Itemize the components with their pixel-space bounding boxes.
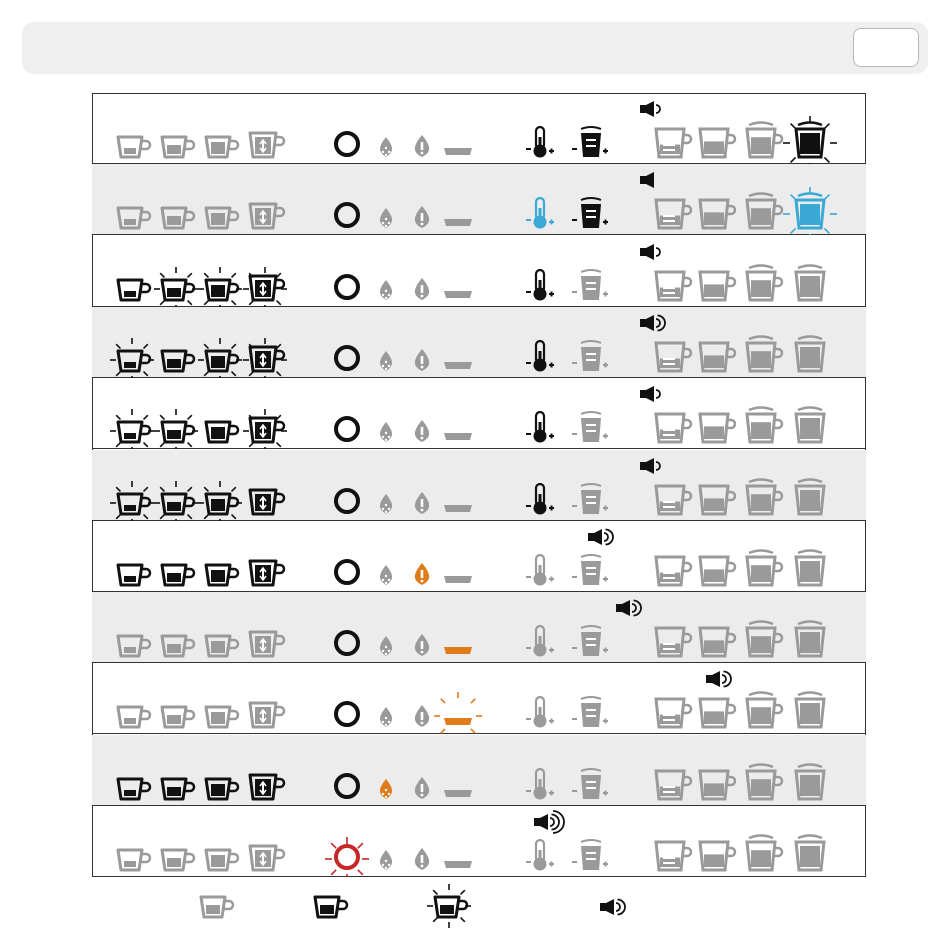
volume-level-3-icon (747, 836, 782, 871)
drip-tray-icon (444, 362, 472, 369)
volume-level-3-icon (747, 479, 782, 514)
espresso-cup-icon (118, 280, 150, 300)
volume-level-4-icon (796, 265, 824, 300)
row-icons (92, 663, 866, 734)
volume-level-4-icon (796, 550, 824, 585)
long-coffee-cup-icon (206, 850, 238, 870)
speaker-icon (640, 386, 660, 402)
volume-level-2-icon (700, 557, 735, 585)
row-icons (92, 521, 866, 592)
volume-level-1-icon (656, 699, 691, 727)
legend (0, 878, 950, 938)
cup-volume-icon (572, 840, 608, 870)
water-warning-drop-icon (415, 634, 429, 656)
volume-level-2-icon (700, 272, 735, 300)
volume-level-4-icon (796, 479, 824, 514)
drip-tray-icon (444, 148, 472, 155)
espresso-cup-icon (110, 481, 154, 521)
hot-water-cup-icon (243, 338, 287, 378)
drip-tray-icon (444, 576, 472, 583)
coffee-cup-icon (162, 779, 194, 799)
coffee-cup-icon (162, 351, 194, 371)
volume-level-2-icon (700, 842, 735, 870)
espresso-cup-icon (118, 137, 150, 157)
descale-drop-icon (380, 779, 392, 799)
volume-level-4-icon (796, 836, 824, 871)
volume-level-1-icon (656, 343, 691, 371)
indicator-row (92, 93, 866, 164)
cup-volume-icon (572, 341, 608, 371)
power-ring-icon (336, 204, 358, 226)
row-icons (92, 735, 866, 806)
descale-drop-icon (380, 850, 392, 870)
espresso-cup-icon (118, 779, 150, 799)
indicator-row (92, 307, 866, 378)
long-coffee-cup-icon (198, 338, 242, 378)
volume-level-2-icon (700, 343, 735, 371)
indicator-row (92, 164, 866, 235)
descale-drop-icon (380, 137, 392, 157)
volume-level-4-icon (783, 116, 837, 164)
temperature-thermometer-icon (526, 198, 554, 229)
volume-level-3-icon (747, 550, 782, 585)
temperature-thermometer-icon (526, 555, 554, 586)
cup-volume-icon (572, 270, 608, 300)
long-coffee-cup-icon (206, 565, 238, 585)
water-warning-drop-icon (415, 777, 429, 799)
volume-level-4-icon (796, 336, 824, 371)
espresso-cup-icon (118, 707, 150, 727)
cup-volume-icon (572, 769, 608, 799)
volume-level-3-icon (747, 764, 782, 799)
drip-tray-icon (444, 433, 472, 440)
indicator-row (92, 806, 866, 877)
hot-water-cup-icon (250, 775, 284, 799)
speaker-icon (706, 671, 731, 687)
temperature-thermometer-icon (526, 626, 554, 657)
hot-water-cup-icon (250, 632, 284, 656)
indicator-row (92, 378, 866, 449)
descale-drop-icon (380, 422, 392, 442)
volume-level-4-icon (796, 693, 824, 728)
water-warning-drop-icon (415, 492, 429, 514)
coffee-cup-icon (162, 707, 194, 727)
drip-tray-icon (434, 692, 482, 734)
legend-speaker-icon (600, 899, 625, 915)
volume-level-2-icon (700, 771, 735, 799)
volume-level-2-icon (700, 200, 735, 228)
descale-drop-icon (380, 280, 392, 300)
water-warning-drop-icon (415, 278, 429, 300)
cup-volume-icon (572, 626, 608, 656)
power-ring-icon (336, 418, 358, 440)
cup-volume-icon (572, 127, 608, 157)
volume-level-1-icon (656, 771, 691, 799)
row-icons (92, 164, 866, 235)
volume-level-2-icon (700, 699, 735, 727)
volume-level-3-icon (747, 265, 782, 300)
descale-drop-icon (380, 494, 392, 514)
water-warning-drop-icon (415, 563, 429, 585)
speaker-icon (534, 811, 564, 833)
volume-level-1-icon (656, 486, 691, 514)
top-right-button[interactable] (853, 28, 919, 67)
volume-level-3-icon (747, 693, 782, 728)
volume-level-4-icon (796, 764, 824, 799)
temperature-thermometer-icon (526, 341, 554, 372)
power-ring-icon (336, 347, 358, 369)
descale-drop-icon (380, 707, 392, 727)
volume-level-3-icon (747, 194, 782, 229)
temperature-thermometer-icon (526, 412, 554, 443)
cup-volume-icon (572, 412, 608, 442)
cup-volume-icon (572, 697, 608, 727)
drip-tray-icon (444, 790, 472, 797)
legend-cup-grey-icon (201, 897, 233, 917)
coffee-cup-icon (154, 267, 198, 307)
temperature-thermometer-icon (526, 769, 554, 800)
long-coffee-cup-icon (206, 137, 238, 157)
long-coffee-cup-icon (198, 481, 242, 521)
power-ring-icon (336, 276, 358, 298)
hot-water-cup-icon (250, 133, 284, 157)
hot-water-cup-icon (250, 703, 284, 727)
power-ring-icon (336, 490, 358, 512)
cup-volume-icon (572, 484, 608, 514)
cup-volume-icon (572, 198, 608, 228)
volume-level-4-icon (796, 622, 824, 657)
legend-cup-black-icon (315, 897, 347, 917)
speaker-icon (640, 172, 654, 188)
long-coffee-cup-icon (206, 636, 238, 656)
espresso-cup-icon (110, 409, 154, 449)
descale-drop-icon (380, 351, 392, 371)
volume-level-4-icon (796, 408, 824, 443)
row-icons (92, 236, 866, 307)
hot-water-cup-icon (250, 561, 284, 585)
volume-level-1-icon (656, 557, 691, 585)
hot-water-cup-icon (250, 846, 284, 870)
water-warning-drop-icon (415, 420, 429, 442)
row-icons (92, 378, 866, 449)
indicator-row (92, 450, 866, 521)
speaker-icon (640, 244, 660, 260)
indicator-row (92, 735, 866, 806)
volume-level-1-icon (656, 200, 691, 228)
volume-level-1-icon (656, 628, 691, 656)
power-ring-icon (336, 632, 358, 654)
water-warning-drop-icon (415, 848, 429, 870)
volume-level-4-icon (783, 187, 837, 235)
volume-level-3-icon (747, 408, 782, 443)
drip-tray-icon (444, 291, 472, 298)
speaker-icon (640, 101, 660, 117)
water-warning-drop-icon (415, 705, 429, 727)
hot-water-cup-icon (250, 204, 284, 228)
coffee-cup-icon (162, 208, 194, 228)
row-icons (92, 450, 866, 521)
row-icons (92, 592, 866, 663)
volume-level-1-icon (656, 272, 691, 300)
row-icons (92, 806, 866, 877)
coffee-cup-icon (154, 409, 198, 449)
espresso-cup-icon (110, 338, 154, 378)
speaker-icon (640, 458, 660, 474)
espresso-cup-icon (118, 850, 150, 870)
espresso-cup-icon (118, 636, 150, 656)
volume-level-1-icon (656, 414, 691, 442)
drip-tray-icon (444, 505, 472, 512)
hot-water-cup-icon (250, 490, 284, 514)
coffee-cup-icon (162, 137, 194, 157)
power-ring-icon (336, 703, 358, 725)
drip-tray-icon (444, 219, 472, 226)
long-coffee-cup-icon (198, 267, 242, 307)
descale-drop-icon (380, 565, 392, 585)
volume-level-3-icon (747, 622, 782, 657)
long-coffee-cup-icon (206, 208, 238, 228)
row-icons (92, 93, 866, 164)
long-coffee-cup-icon (206, 422, 238, 442)
water-warning-drop-icon (415, 206, 429, 228)
cup-volume-icon (572, 555, 608, 585)
coffee-cup-icon (162, 565, 194, 585)
power-ring-icon (325, 837, 369, 877)
espresso-cup-icon (118, 208, 150, 228)
temperature-thermometer-icon (526, 127, 554, 158)
speaker-icon (588, 529, 613, 545)
water-warning-drop-icon (415, 349, 429, 371)
coffee-cup-icon (162, 850, 194, 870)
legend-cup-blink-icon (427, 884, 471, 928)
indicator-row (92, 236, 866, 307)
power-ring-icon (336, 133, 358, 155)
long-coffee-cup-icon (206, 707, 238, 727)
coffee-cup-icon (154, 481, 198, 521)
coffee-cup-icon (162, 636, 194, 656)
volume-level-1-icon (656, 129, 691, 157)
descale-drop-icon (380, 208, 392, 228)
speaker-icon (616, 600, 641, 616)
descale-drop-icon (380, 636, 392, 656)
volume-level-2-icon (700, 628, 735, 656)
temperature-thermometer-icon (526, 484, 554, 515)
hot-water-cup-icon (243, 267, 287, 307)
speaker-icon (640, 315, 665, 331)
top-bar (22, 22, 928, 74)
indicator-row (92, 592, 866, 663)
volume-level-1-icon (656, 842, 691, 870)
hot-water-cup-icon (243, 409, 287, 449)
indicator-row (92, 521, 866, 592)
power-ring-icon (336, 775, 358, 797)
volume-level-3-icon (747, 123, 782, 158)
water-warning-drop-icon (415, 135, 429, 157)
temperature-thermometer-icon (526, 840, 554, 871)
drip-tray-icon (444, 861, 472, 868)
indicator-row (92, 663, 866, 734)
long-coffee-cup-icon (206, 779, 238, 799)
volume-level-3-icon (747, 336, 782, 371)
espresso-cup-icon (118, 565, 150, 585)
temperature-thermometer-icon (526, 697, 554, 728)
temperature-thermometer-icon (526, 270, 554, 301)
drip-tray-icon (444, 647, 472, 654)
volume-level-2-icon (700, 486, 735, 514)
volume-level-2-icon (700, 414, 735, 442)
power-ring-icon (336, 561, 358, 583)
volume-level-2-icon (700, 129, 735, 157)
row-icons (92, 307, 866, 378)
